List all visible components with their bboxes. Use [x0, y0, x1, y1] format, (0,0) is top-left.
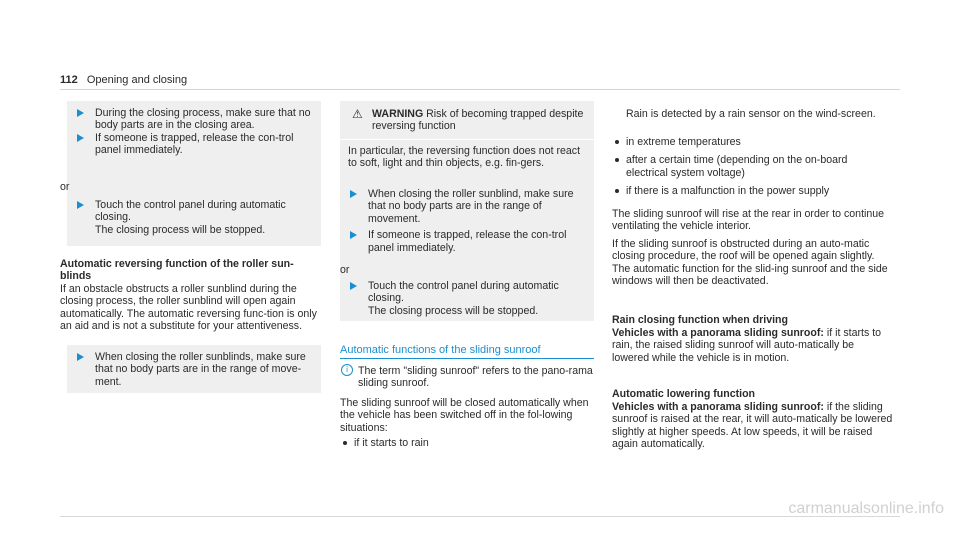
paragraph: If the sliding sunroof is obstructed during an auto-matic closing procedure, the roof will be opened again slightly. The automatic function for the slid-ing sunroof and the side windows will then be deactivated. [612, 238, 888, 288]
or-label: or [60, 181, 70, 193]
paragraph: The sliding sunroof will rise at the rear in order to continue ventilating the vehicle interior. [612, 208, 885, 233]
arrow-icon [77, 109, 84, 117]
info-icon: i [341, 364, 353, 376]
bullet-dot [615, 140, 619, 144]
subheading: Rain closing function when driving [612, 314, 788, 326]
paragraph: Vehicles with a panorama sliding sunroof: if it starts to rain, the raised sliding sunroof will auto-matically be lowered while the vehicle is in motion. [612, 327, 882, 364]
bullet-dot [615, 158, 619, 162]
instructions-panel-2 [67, 345, 321, 393]
warning-step-3: Touch the control panel during automatic closing. The closing process will be stopped. [348, 280, 582, 317]
section-title: Opening and closing [86, 74, 188, 86]
arrow-icon [350, 231, 357, 239]
bullet-item: after a certain time (depending on the on-board electrical system voltage) [612, 154, 892, 179]
arrow-icon [350, 190, 357, 198]
sunroof-section-heading: Automatic functions of the sliding sunroof [340, 344, 541, 356]
rain-text: Rain is detected by a rain sensor on the wind-screen. [626, 108, 876, 120]
section-rule [340, 358, 594, 359]
paragraph: The sliding sunroof will be closed automatically when the vehicle has been switched off in the fol-lowing situations: [340, 397, 589, 434]
bullet-item: if there is a malfunction in the power supply [612, 185, 892, 197]
page-header [60, 74, 187, 86]
bullet-dot [343, 441, 347, 445]
warning-triangle-icon: ⚠ [352, 107, 363, 121]
step-1: During the closing process, make sure that no body parts are in the closing area. [75, 107, 311, 132]
arrow-icon [77, 201, 84, 209]
warning-divider [340, 139, 594, 140]
bullet-dot [615, 189, 619, 193]
arrow-icon [77, 353, 84, 361]
note: i The term "sliding sunroof" refers to the pano-rama sliding sunroof. [340, 365, 594, 390]
or-label: or [340, 264, 350, 276]
warning-step-1: When closing the roller sunblind, make sure that no body parts are in the range of movement. [348, 188, 582, 225]
subheading: Automatic lowering function [612, 388, 756, 400]
warning-label: WARNING [372, 108, 424, 120]
header-rule [60, 89, 900, 90]
arrow-icon [77, 134, 84, 142]
arrow-icon [350, 282, 357, 290]
warning-step-2: If someone is trapped, release the con-trol panel immediately. [348, 229, 582, 254]
section-heading: Automatic reversing function of the roller sun-blinds [60, 258, 294, 283]
step-4: When closing the roller sunblinds, make sure that no body parts are in the range of move-ment. [75, 351, 311, 388]
warning-text: In particular, the reversing function does not react to soft, light and thin objects, e.g. fin-gers. [348, 145, 581, 170]
paragraph: If an obstacle obstructs a roller sunblind during the closing process, the roller sunblind will open again automatically. The automatic reversing func-tion is only an aid and is not a substitute for your attentiveness. [60, 283, 317, 333]
step-3: Touch the control panel during automatic closing. The closing process will be stopped. [75, 199, 311, 236]
page-number: 112 [60, 74, 78, 86]
step-2: If someone is trapped, release the con-trol panel immediately. [75, 132, 311, 157]
watermark: carmanualsonline.info [788, 500, 944, 517]
bullet-item: in extreme temperatures [612, 136, 892, 148]
warning-title: Risk of becoming trapped despite reversing function [372, 108, 584, 133]
footer-rule [60, 516, 900, 517]
warning-header [350, 108, 586, 133]
bullet-item: if it starts to rain [340, 437, 594, 449]
paragraph: Vehicles with a panorama sliding sunroof: if the sliding sunroof is raised at the rear, it will auto-matically be lowered slightly at higher speeds. At low speeds, it will be raised again automatically. [612, 401, 893, 451]
